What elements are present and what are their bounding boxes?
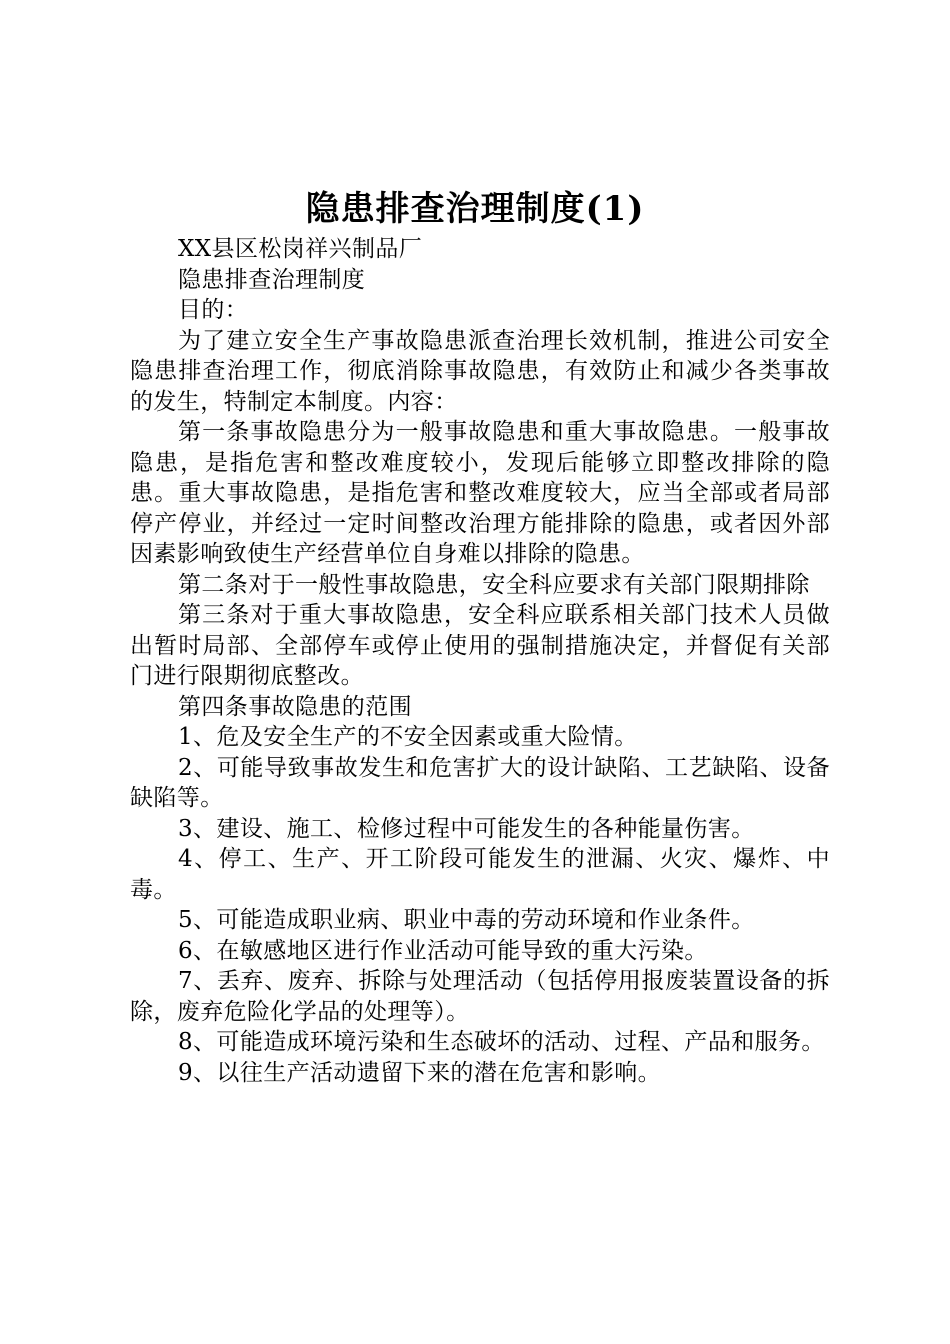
paragraph-article-1: 第一条事故隐患分为一般事故隐患和重大事故隐患。一般事故隐患，是指危害和整改难度较小，发现后能够立即整改排除的隐患。重大事故隐患，是指危害和整改难度较大，应当全部或者局部停产停业，并经过一定时间整改治理方能排除的隐患，或者因外部因素影响致使生产经营单位自身难以排除的隐患。: [130, 419, 830, 567]
list-item: 7、丢弃、废弃、拆除与处理活动（包括停用报废装置设备的拆除，废弃危险化学品的处理等）。: [130, 968, 830, 1025]
paragraph-purpose-heading: 目的：: [178, 297, 249, 323]
list-item: 3、建设、施工、检修过程中可能发生的各种能量伤害。: [178, 815, 755, 842]
list-item: 1、危及安全生产的不安全因素或重大险情。: [178, 724, 638, 750]
document-body: [130, 234, 830, 1088]
list-item: 5、可能造成职业病、职业中毒的劳动环境和作业条件。: [178, 907, 755, 933]
document-title: 隐患排查治理制度(1): [305, 189, 645, 229]
paragraph-subtitle: 隐患排查治理制度: [178, 266, 366, 293]
paragraph-article-3: 第三条对于重大事故隐患，安全科应联系相关部门技术人员做出暂时局部、全部停车或停止使用的强制措施决定，并督促有关部门进行限期彻底整改。: [130, 602, 830, 689]
paragraph-article-4: 第四条事故隐患的范围: [178, 693, 412, 720]
list-item: 4、停工、生产、开工阶段可能发生的泄漏、火灾、爆炸、中毒。: [130, 846, 830, 903]
paragraph-article-2: 第二条对于一般性事故隐患，安全科应要求有关部门限期排除: [178, 571, 810, 598]
list-item: 6、在敏感地区进行作业活动可能导致的重大污染。: [178, 937, 708, 964]
paragraph-purpose: 为了建立安全生产事故隐患派查治理长效机制，推进公司安全隐患排查治理工作，彻底消除事故隐患，有效防止和减少各类事故的发生，特制定本制度。内容：: [130, 327, 830, 415]
list-item: 8、可能造成环境污染和生态破坏的活动、过程、产品和服务。: [178, 1029, 825, 1055]
list-item: 2、可能导致事故发生和危害扩大的设计缺陷、工艺缺陷、设备缺陷等。: [130, 754, 830, 811]
paragraph-company-name: XX县区松岗祥兴制品厂: [178, 236, 423, 262]
list-item: 9、以往生产活动遗留下来的潜在危害和影响。: [178, 1059, 662, 1086]
